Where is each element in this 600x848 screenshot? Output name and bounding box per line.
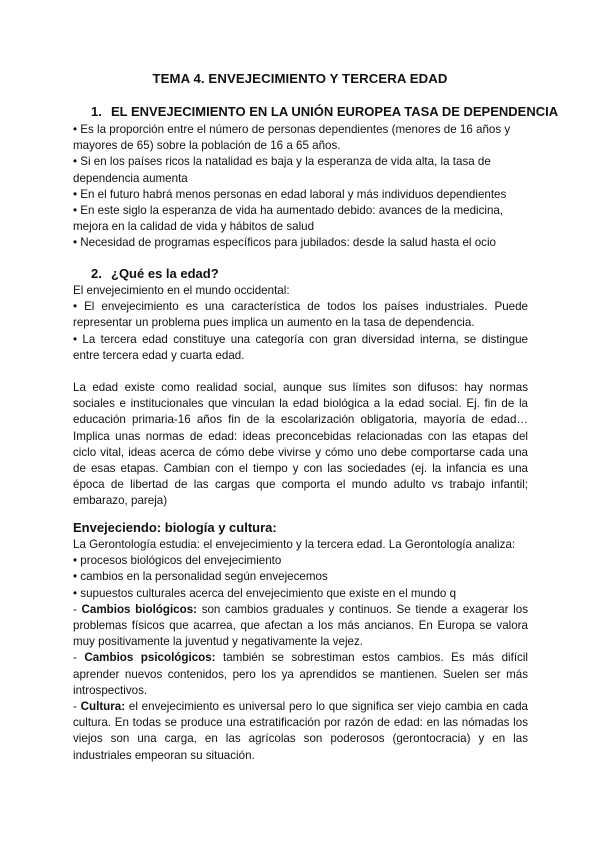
section2-heading-text: ¿Qué es la edad? xyxy=(111,266,219,281)
section1-heading xyxy=(91,104,558,119)
change-label: Cambios biológicos: xyxy=(81,602,198,616)
list-item: • supuestos culturales acerca del envejecimiento que existe en el mundo q xyxy=(73,586,457,600)
list-item: • cambios en la personalidad según envejecemos xyxy=(73,570,328,584)
section3-body xyxy=(73,537,528,764)
change-item-culture: - Cultura: el envejecimiento es universal pero lo que significa ser viejo cambia en cada cultura. En todas se produce una estratificación por razón de edad: en las nómadas los viejos son una carga, en las agrícolas son poderosos (gerontocracia) y en las industriales empeoran su situación. xyxy=(73,700,528,762)
section3-intro: La Gerontología estudia: el envejecimiento y la tercera edad. La Gerontología analiza: xyxy=(73,538,516,551)
list-item: • El envejecimiento es una característica de todos los países industriales. Puede representar un problema pues implica un aumento en la tasa de dependencia. xyxy=(73,300,528,330)
paragraph: La edad existe como realidad social, aunque sus límites son difusos: hay normas sociales e institucionales que vinculan la edad biológica a la edad social. Ej. fin de la educación primaria-16 años fin de la escolarización obligatoria, mayoría de edad… Implica unas normas de edad: ideas preconcebidas relacionadas con las etapas del ciclo vital, ideas acerca de cómo debe vivirse y cómo uno debe comportarse cada una de esas etapas. Cambian con el tiempo y con las sociedades (ej. la infancia es una época de libertad de las cargas que comporta el mundo adulto vs trabajo infantil; embarazo, pareja) xyxy=(73,381,528,508)
section1-heading-text: EL ENVEJECIMIENTO EN LA UNIÓN EUROPEA TASA DE DEPENDENCIA xyxy=(111,104,559,119)
section3-heading: Envejeciendo: biología y cultura: xyxy=(73,520,277,535)
section2-paragraph xyxy=(73,380,528,510)
list-item: • Necesidad de programas específicos para jubilados: desde la salud hasta el ocio xyxy=(73,236,496,250)
change-item-biological: - Cambios biológicos: son cambios graduales y continuos. Se tiende a exagerar los problemas físicos que acarrea, que afectan a los más ancianos. En Europa se valora muy positivamente la juventud y negativamente la vejez. xyxy=(73,602,528,649)
change-item-psychological: - Cambios psicológicos: también se sobrestiman estos cambios. Es más difícil aprender nuevos contenidos, pero los ya aprendidos se mantienen. Suelen ser más introspectivos. xyxy=(73,651,528,697)
list-item: • Es la proporción entre el número de personas dependientes (menores de 16 años y mayores de 65) sobre la población de 16 a 65 años. xyxy=(73,123,511,153)
list-item: • La tercera edad constituye una categoría con gran diversidad interna, se distingue entre tercera edad y cuarta edad. xyxy=(73,332,528,362)
change-label: Cambios psicológicos: xyxy=(84,651,216,665)
section2-body xyxy=(73,283,528,364)
list-item: • En este siglo la esperanza de vida ha aumentado debido: avances de la medicina, mejora en la calidad de vida y hábitos de salud xyxy=(73,204,504,234)
section2-intro: El envejecimiento en el mundo occidental: xyxy=(73,284,290,297)
document-title: TEMA 4. ENVEJECIMIENTO Y TERCERA EDAD xyxy=(152,71,448,86)
change-label: Cultura: xyxy=(80,700,126,714)
section2-heading xyxy=(91,266,219,281)
section1-bullets xyxy=(73,122,528,252)
list-item: • procesos biológicos del envejecimiento xyxy=(73,554,282,568)
section2-number: 2. xyxy=(91,266,102,281)
list-item: • Si en los países ricos la natalidad es baja y la esperanza de vida alta, la tasa de dependencia aumenta xyxy=(73,155,491,185)
list-item: • En el futuro habrá menos personas en edad laboral y más individuos dependientes xyxy=(73,187,507,201)
section1-number: 1. xyxy=(91,104,102,119)
